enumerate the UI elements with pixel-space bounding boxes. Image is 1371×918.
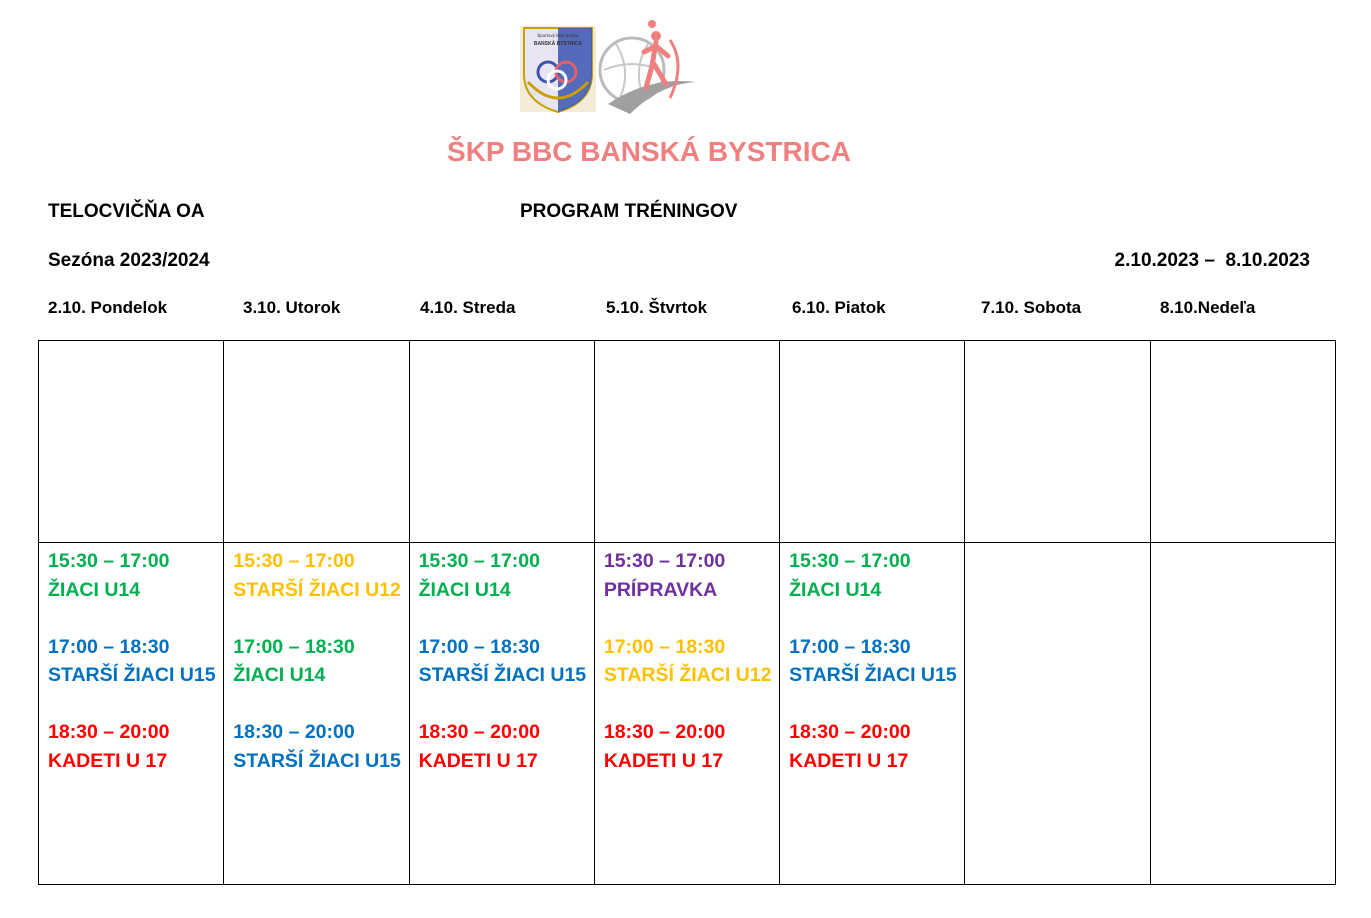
training-entry [789,633,964,690]
training-entry [48,547,223,604]
training-entry [604,547,779,604]
training-group: STARŠÍ ŽIACI U15 [789,664,957,686]
training-entry [604,718,779,775]
training-entry [419,547,594,604]
schedule-cell [594,341,779,543]
training-group: KADETI U 17 [789,749,909,772]
program-label: PROGRAM TRÉNINGOV [520,201,738,222]
schedule-cell [780,543,965,885]
day-header: 5.10. Štvrtok [606,298,708,317]
day-header: 7.10. Sobota [981,298,1082,317]
training-entry [789,718,964,775]
basketball-player-icon [600,20,696,114]
training-group: STARŠÍ ŽIACI U15 [233,749,401,772]
day-header: 8.10.Nedeľa [1160,298,1256,317]
training-time: 17:00 – 18:30 [789,635,911,658]
training-group: KADETI U 17 [603,749,724,772]
training-entry [789,547,964,604]
training-entry [233,633,408,690]
training-group: ŽIACI U14 [48,578,141,601]
schedule-row-trainings [39,543,1336,885]
schedule-cell [409,341,594,543]
schedule-cell [1150,341,1335,543]
training-entry [233,547,408,604]
season-label: Sezóna 2023/2024 [48,250,210,271]
training-group: ŽIACI U14 [789,578,882,601]
training-group: STARŠÍ ŽIACI U12 [233,578,401,601]
training-time: 18:30 – 20:00 [233,721,355,743]
day-header: 2.10. Pondelok [48,298,168,317]
police-club-crest-icon [520,26,596,112]
training-entry [419,633,594,690]
day-header: 4.10. Streda [420,298,516,317]
date-range: 2.10.2023 – 8.10.2023 [1114,250,1310,271]
day-header: 6.10. Piatok [792,298,886,317]
training-entry [233,718,408,775]
training-time: 18:30 – 20:00 [418,721,540,743]
training-entry [419,718,594,775]
schedule-row-empty [39,341,1336,543]
schedule-cell [39,341,224,543]
schedule-cell [224,543,409,885]
schedule-cell [965,543,1150,885]
training-entry [48,718,223,775]
day-header: 3.10. Utorok [243,298,341,317]
training-time: 18:30 – 20:00 [48,721,170,743]
training-group: PRÍPRAVKA [603,578,718,601]
training-group: KADETI U 17 [48,749,168,772]
training-time: 17:00 – 18:30 [603,635,726,658]
logo-text-line1: Športový klub polície [537,33,579,38]
training-time: 17:00 – 18:30 [418,635,540,658]
training-time: 18:30 – 20:00 [603,721,726,743]
training-group: STARŠÍ ŽIACI U12 [603,664,772,686]
training-time: 18:30 – 20:00 [789,721,911,743]
training-group: STARŠÍ ŽIACI U15 [48,664,216,686]
training-group: KADETI U 17 [418,749,538,772]
schedule-cell [39,543,224,885]
schedule-cell [409,543,594,885]
schedule-cell [780,341,965,543]
schedule-cell [1150,543,1335,885]
training-entry [48,633,223,690]
training-time: 15:30 – 17:00 [603,550,726,572]
training-group: ŽIACI U14 [418,578,511,601]
club-logos [520,18,700,114]
schedule-cell [224,341,409,543]
schedule-cell [965,341,1150,543]
training-time: 15:30 – 17:00 [418,550,540,572]
training-time: 15:30 – 17:00 [789,550,911,572]
logo-text-line2: BANSKÁ BYSTRICA [533,41,583,47]
training-group: STARŠÍ ŽIACI U15 [418,664,587,686]
training-time: 15:30 – 17:00 [233,550,355,572]
training-group: ŽIACI U14 [233,664,326,686]
club-title: ŠKP BBC BANSKÁ BYSTRICA [447,136,851,167]
venue-label: TELOCVIČŇA OA [48,201,205,222]
training-time: 15:30 – 17:00 [48,550,170,572]
schedule-cell [594,543,779,885]
training-entry [604,633,779,690]
training-time: 17:00 – 18:30 [48,635,170,658]
schedule-table [38,340,1336,885]
training-time: 17:00 – 18:30 [233,635,355,658]
